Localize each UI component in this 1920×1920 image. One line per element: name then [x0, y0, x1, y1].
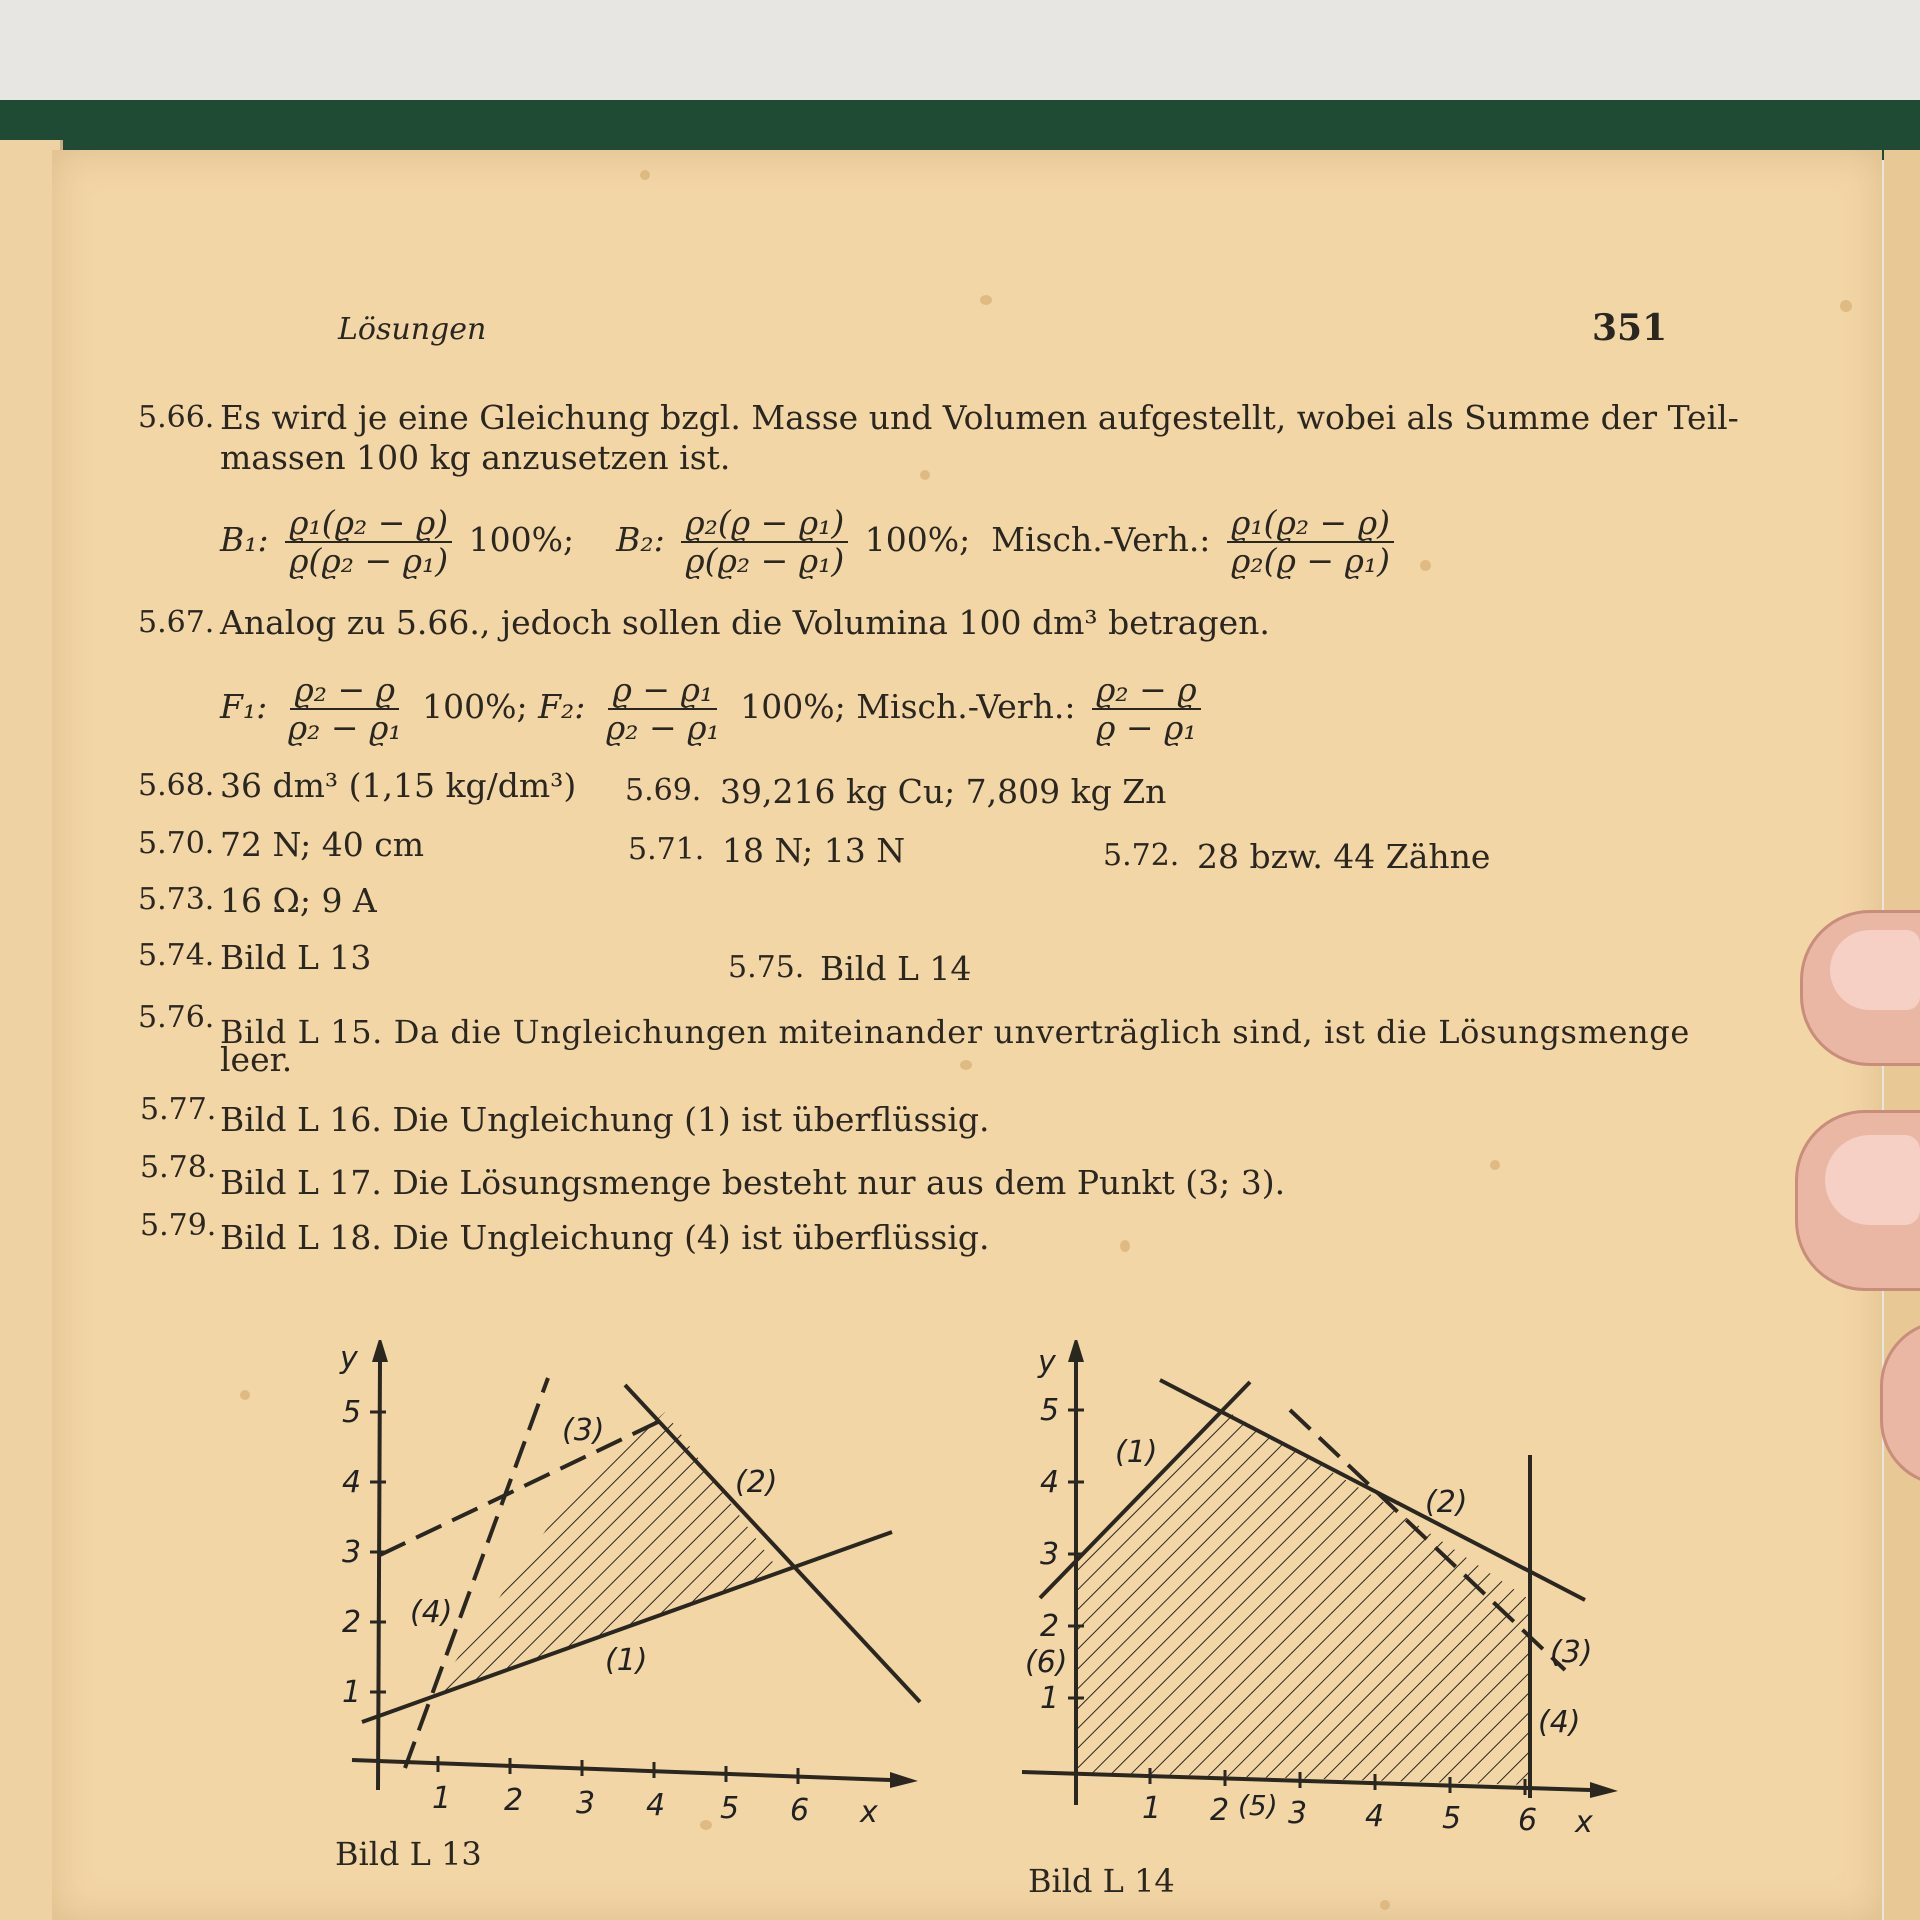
speck — [1420, 560, 1431, 571]
y-tick-label: 5 — [1040, 1393, 1060, 1428]
x-axis-label: x — [860, 1795, 878, 1830]
constraint-label: (3) — [562, 1413, 605, 1448]
speck — [1380, 1900, 1390, 1910]
formula-row-b — [220, 505, 1400, 579]
denominator: ϱ(ϱ₂ − ϱ₁) — [289, 541, 449, 580]
solution-text: Bild L 18. Die Ungleichung (4) ist überflüssig. — [220, 1218, 990, 1257]
solution-text: Analog zu 5.66., jedoch sollen die Volumina 100 dm³ betragen. — [220, 603, 1270, 642]
denominator: ϱ₂ − ϱ₁ — [605, 708, 720, 747]
x-tick-label: 5 — [1442, 1801, 1462, 1836]
numerator: ϱ₂ − ϱ — [290, 672, 399, 710]
speck — [920, 470, 930, 480]
fraction — [681, 505, 848, 579]
x-tick-label: 6 — [1518, 1803, 1538, 1838]
numerator: ϱ₁(ϱ₂ − ϱ) — [285, 505, 452, 543]
x-arrow-icon — [1590, 1782, 1618, 1798]
numerator: ϱ₁(ϱ₂ − ϱ) — [1227, 505, 1394, 543]
speck — [640, 170, 650, 180]
numerator: ϱ₂(ϱ − ϱ₁) — [681, 505, 848, 543]
y-arrow-icon — [372, 1340, 388, 1362]
speck — [1120, 1240, 1130, 1252]
constraint-label: (6) — [1025, 1645, 1068, 1680]
fraction — [1092, 672, 1201, 746]
fraction — [284, 672, 406, 746]
solution-number: 5.66. — [138, 400, 215, 435]
y-tick-label: 4 — [342, 1465, 362, 1500]
solution-text: Bild L 15. Da die Ungleichungen miteinander unverträglich sind, ist die Lösungsmenge — [220, 1013, 1690, 1051]
x-tick-label: 1 — [432, 1781, 452, 1816]
x-arrow-icon — [890, 1772, 918, 1788]
solution-text: Bild L 17. Die Lösungsmenge besteht nur aus dem Punkt (3; 3). — [220, 1163, 1286, 1202]
figure-caption: Bild L 14 — [1028, 1862, 1175, 1900]
speck — [240, 1390, 250, 1400]
numerator: ϱ − ϱ₁ — [608, 672, 717, 710]
x-tick-label: 4 — [646, 1788, 666, 1823]
constraint-label: (4) — [410, 1595, 453, 1630]
y-tick-label: 1 — [1040, 1681, 1060, 1716]
constraint-label: (2) — [735, 1465, 778, 1500]
fraction — [285, 505, 452, 579]
speck — [1840, 300, 1852, 312]
formula-tail: 100%; — [740, 687, 846, 726]
y-arrow-icon — [1068, 1340, 1084, 1362]
y-tick-label: 2 — [342, 1605, 362, 1640]
solution-text: leer. — [220, 1040, 293, 1079]
formula-label: Misch.-Verh.: — [856, 687, 1076, 726]
speck — [980, 295, 992, 305]
solution-text: 72 N; 40 cm — [220, 825, 425, 864]
solution-number: 5.77. — [140, 1092, 217, 1127]
speck — [1490, 1160, 1500, 1170]
solution-number: 5.76. — [138, 1000, 215, 1035]
denominator: ϱ(ϱ₂ − ϱ₁) — [685, 541, 845, 580]
x-tick-label: 5 — [720, 1791, 740, 1826]
fingernail — [1825, 1135, 1920, 1225]
numerator: ϱ₂ − ϱ — [1092, 672, 1201, 710]
solution-number: 5.78. — [140, 1150, 217, 1185]
formula-label: F₁: — [220, 687, 268, 726]
denominator: ϱ₂ − ϱ₁ — [287, 708, 402, 747]
solution-text: 36 dm³ (1,15 kg/dm³) — [220, 766, 577, 805]
formula-tail: 100%; — [864, 520, 971, 559]
x-tick-label: 3 — [576, 1786, 596, 1821]
fraction — [1227, 505, 1394, 579]
y-axis-label: y — [1038, 1345, 1056, 1380]
denominator: ϱ₂(ϱ − ϱ₁) — [1230, 541, 1390, 580]
solution-text: Bild L 14 — [820, 949, 972, 988]
x-tick-label: 1 — [1142, 1791, 1162, 1826]
y-tick-label: 5 — [342, 1395, 362, 1430]
y-tick-label: 1 — [342, 1675, 362, 1710]
solution-number: 5.67. — [138, 605, 215, 640]
speck — [960, 1060, 972, 1070]
solution-text: 18 N; 13 N — [722, 831, 906, 870]
constraint-label: (3) — [1550, 1635, 1593, 1670]
constraint-label: (5) — [1238, 1789, 1278, 1822]
fraction — [602, 672, 724, 746]
figure-caption: Bild L 13 — [335, 1835, 482, 1873]
denominator: ϱ − ϱ₁ — [1095, 708, 1197, 747]
y-tick-label: 3 — [1040, 1537, 1060, 1572]
page-number: 351 — [1592, 307, 1668, 349]
x-tick-label: 4 — [1365, 1799, 1385, 1834]
y-axis-label: y — [340, 1341, 358, 1376]
constraint-label: (1) — [1115, 1435, 1158, 1470]
formula-label: F₂: — [538, 687, 586, 726]
x-tick-label: 3 — [1288, 1796, 1308, 1831]
constraint-label: (2) — [1425, 1485, 1468, 1520]
y-axis — [378, 1360, 380, 1790]
figure-l14 — [1010, 1340, 1630, 1860]
formula-tail: 100%; — [468, 520, 575, 559]
solution-text: Es wird je eine Gleichung bzgl. Masse und Volumen aufgestellt, wobei als Summe der Teil- — [220, 398, 1739, 437]
solution-text: massen 100 kg anzusetzen ist. — [220, 438, 731, 477]
solution-text: 16 Ω; 9 A — [220, 881, 377, 920]
formula-label: B₂: — [616, 520, 665, 559]
solution-text: Bild L 16. Die Ungleichung (1) ist überflüssig. — [220, 1100, 990, 1139]
x-tick-label: 6 — [790, 1793, 810, 1828]
x-tick-label: 2 — [504, 1783, 524, 1818]
formula-label: Misch.-Verh.: — [991, 520, 1211, 559]
solution-number: 5.69. — [625, 773, 702, 808]
formula-tail: 100%; — [422, 687, 528, 726]
solution-number: 5.75. — [728, 950, 805, 985]
formula-label: B₁: — [220, 520, 269, 559]
solution-text: 28 bzw. 44 Zähne — [1197, 837, 1491, 876]
figure-l13 — [320, 1340, 940, 1840]
fingernail — [1830, 930, 1920, 1010]
solution-number: 5.74. — [138, 938, 215, 973]
x-axis-label: x — [1575, 1805, 1593, 1840]
solution-text: 39,216 kg Cu; 7,809 kg Zn — [720, 772, 1167, 811]
x-axis — [352, 1760, 890, 1780]
solution-text: Bild L 13 — [220, 938, 372, 977]
running-head: Lösungen — [338, 312, 487, 347]
constraint-label: (4) — [1538, 1705, 1581, 1740]
formula-row-f — [220, 672, 1207, 746]
y-tick-label: 2 — [1040, 1609, 1060, 1644]
solution-number: 5.71. — [628, 832, 705, 867]
y-tick-label: 4 — [1040, 1465, 1060, 1500]
x-tick-label: 2 — [1210, 1793, 1230, 1828]
solution-number: 5.79. — [140, 1208, 217, 1243]
solution-number: 5.68. — [138, 768, 215, 803]
solution-number: 5.72. — [1103, 838, 1180, 873]
solution-number: 5.70. — [138, 826, 215, 861]
y-tick-label: 3 — [342, 1535, 362, 1570]
constraint-label: (1) — [605, 1643, 648, 1678]
solution-number: 5.73. — [138, 882, 215, 917]
